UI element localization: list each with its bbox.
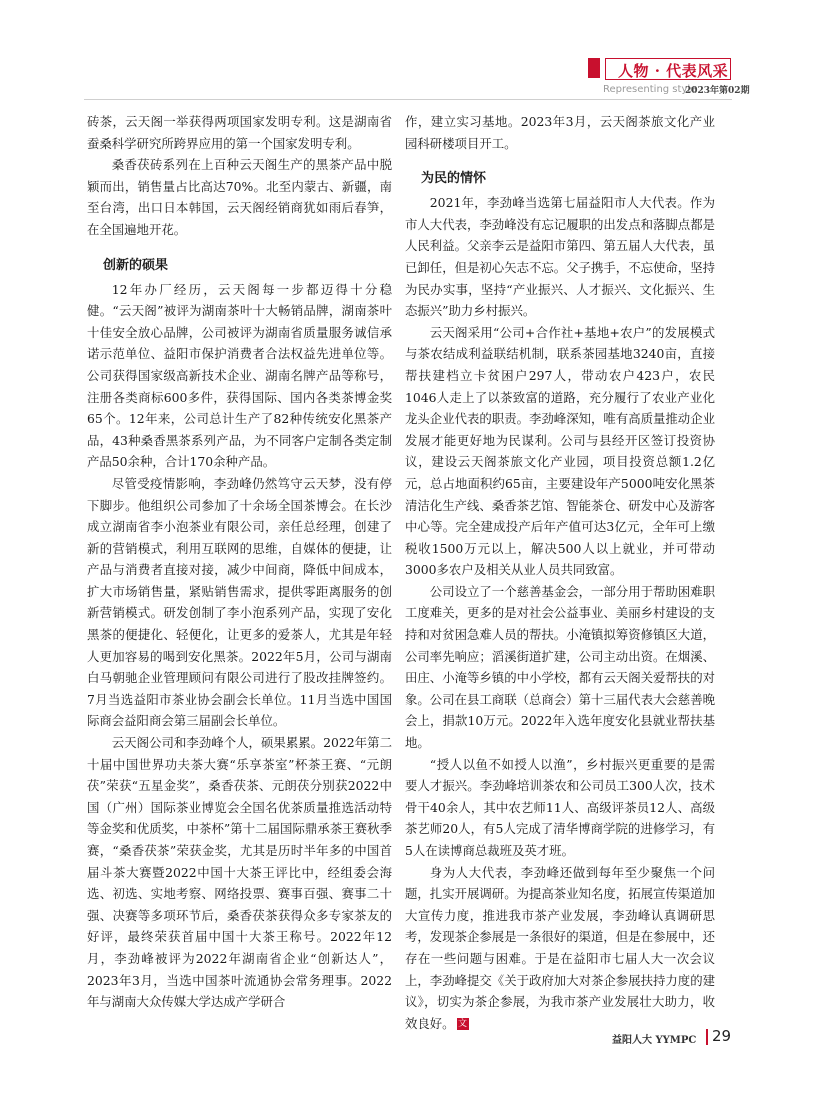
section-title: 人物 · 代表风采 (618, 62, 729, 80)
paragraph-final (405, 862, 715, 1035)
paragraph: 砖茶，云天阁一举获得两项国家发明专利。这是湖南省蚕桑科学研究所跨界应用的第一个国家发明专利。 (87, 114, 392, 151)
section-heading: 为民的情怀 (421, 171, 487, 187)
page-number: 29 (712, 1027, 732, 1045)
end-of-article-mark: 文 (458, 1019, 468, 1030)
paragraph: 桑香茯砖系列在上百种云天阁生产的黑茶产品中脱颖而出，销售量占比高达70%。北至内蒙古、新疆，南至台湾，出口日本韩国，云天阁经销商犹如雨后春笋，在全国遍地开花。 (87, 157, 392, 237)
paragraph: 公司设立了一个慈善基金会，一部分用于帮助困难职工度难关，更多的是对社会公益事业、美丽乡村建设的支持和对贫困急难人员的帮扶。小淹镇拟筹资修镇区大道，公司率先响应；滔溪街道扩建，公司主动出资。在烟溪、田庄、小淹等乡镇的中小学校，都有云天阁关爱帮扶的对象。公司在县工商联（总商会）第十三届代表大会慈善晚会上，捐款10万元。2022年入选年度安化县就业帮扶基地。 (405, 583, 715, 751)
paragraph: “授人以鱼不如授人以渔”，乡村振兴更重要的是需要人才振兴。李劲峰培训茶农和公司员工300人次，技术骨干40余人，其中农艺师11人、高级评茶员12人、高级茶艺师20人，有5人完成了清华博商学院的进修学习，有5人在读博商总裁班及英才班。 (405, 756, 715, 858)
right-column (405, 111, 715, 1034)
paragraph: 云天阁采用“公司+合作社+基地+农户”的发展模式与茶农结成利益联结机制，联系茶园基地3240亩，直接帮扶建档立卡贫困户297人，带动农户423户，农民1046人走上了以茶致富的道路，充分履行了农业产业化龙头企业代表的职责。李劲峰深知，唯有高质量推动企业发展才能更好地为民谋利。公司与县经开区签订投资协议，建设云天阁茶旅文化产业园，项目投资总额1.2亿元，总占地面积约65亩，主要建设年产5000吨安化黑茶清洁化生产线、桑香茶艺馆、智能茶仓、研发中心及游客中心等。完全建成投产后年产值可达3亿元，全年可上缴税收1500万元以上，解决500人以上就业，并可带动3000多农户及相关从业人员共同致富。 (405, 324, 715, 578)
paragraph: 作，建立实习基地。2023年3月，云天阁茶旅文化产业园科研楼项目开工。 (405, 114, 715, 151)
left-column (87, 111, 392, 1013)
paragraph-text: 身为人大代表，李劲峰还做到每年至少聚焦一个问题，扎实开展调研。为提高茶业知名度，拓展宣传渠道加大宣传力度，推进我市茶产业发展，李劲峰认真调研思考，发现茶企参展是一条很好的渠道，但是在参展中，还存在一些问题与困难。于是在益阳市七届人大一次会议上，李劲峰提交《关于政府加大对茶企参展扶持力度的建议》，切实为茶企参展，为我市茶产业发展壮大助力，收效良好。 (405, 864, 715, 1031)
issue-label: 2023年第02期 (685, 86, 750, 96)
header-divider (84, 99, 732, 100)
paragraph: 2021年，李劲峰当选第七届益阳市人大代表。作为市人大代表，李劲峰没有忘记履职的出发点和落脚点都是人民利益。父亲李云是益阳市第四、第五届人大代表，虽已卸任，但是初心矢志不忘。父子携手，不忘使命，坚持为民办实事，坚持“产业振兴、人才振兴、文化振兴、生态振兴”助力乡村振兴。 (405, 195, 715, 319)
paragraph: 云天阁公司和李劲峰个人，硕果累累。2022年第二十届中国世界功夫茶大赛“乐享茶室”杯茶王赛、“元朗茯”荣获“五星金奖”，桑香茯茶、元朗茯分别获2022中国（广州）国际茶业博览会全国名优茶质量推选活动特等金奖和优质奖，中茶杯”第十二届国际鼎承茶王赛秋季赛，“桑香茯茶”荣获金奖，尤其是历时半年多的中国首届斗茶大赛暨2022中国十大茶王评比中，经组委会海选、初选、实地考察、网络投票、赛事百强、赛事二十强、决赛等多项环节后，桑香茯茶获得众多专家茶友的好评，最终荣获首届中国十大茶王称号。2022年12月，李劲峰被评为2022年湖南省企业“创新达人”，2023年3月，当选中国茶叶流通协会常务理事。2022年与湖南大众传媒大学达成产学研合 (87, 735, 392, 1010)
header-accent-stripe (588, 58, 600, 78)
paragraph: 尽管受疫情影响，李劲峰仍然笃守云天梦，没有停下脚步。他组织公司参加了十余场全国茶博会。在长沙成立湖南省李小泡茶业有限公司，亲任总经理，创建了新的营销模式，利用互联网的思维，自媒体的便捷，让产品与消费者直接对接，减少中间商，降低中间成本，扩大市场销售量，紧贴销售需求，提供零距离服务的创新营销模式。研发创制了李小泡系列产品，实现了安化黑茶的便捷化、轻便化，让更多的爱茶人，尤其是年轻人更加容易的喝到安化黑茶。2022年5月，公司与湖南白马朝驰企业管理顾问有限公司进行了股改挂牌签约。7月当选益阳市茶业协会副会长单位。11月当选中国国际商会益阳商会第三届副会长单位。 (87, 475, 392, 729)
footer-divider (706, 1029, 708, 1045)
section-heading: 创新的硕果 (103, 257, 169, 273)
section-subtitle: Representing style (603, 84, 697, 95)
magazine-name: 益阳人大 YYMPC (612, 1035, 697, 1046)
paragraph: 12年办厂经历，云天阁每一步都迈得十分稳健。“云天阁”被评为湖南茶叶十大畅销品牌，湖南茶叶十佳安全放心品牌，公司被评为湖南省质量服务诚信承诺示范单位、益阳市保护消费者合法权益先进单位等。公司获得国家级高新技术企业、湖南名牌产品等称号，注册各类商标600多件，获得国际、国内各类茶博金奖65个。12年来，公司总计生产了82种传统安化黑茶产品，43种桑香黑茶系列产品，为不同客户定制各类定制产品50余种，合计170余种产品。 (87, 281, 392, 470)
